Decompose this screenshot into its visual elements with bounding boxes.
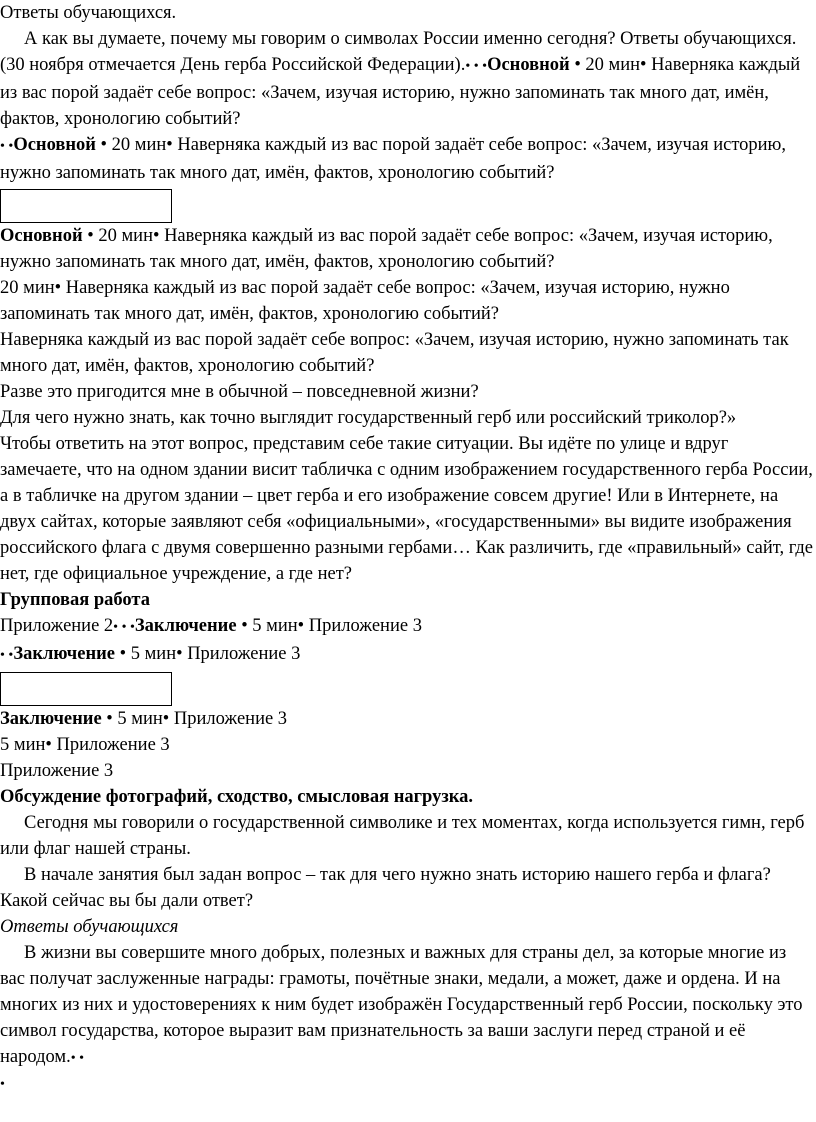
paragraph-12	[0, 641, 814, 669]
heading-conclusion: Заключение	[134, 616, 237, 636]
paragraph-9: Чтобы ответить на этот вопрос, представим себе такие ситуации. Вы идёте по улице и вдруг замечаете, что на одном здании висит табличка с одним изображением государственного герба России, а в табличке на другом здании – цвет герба и его изображение совсем другие! Или в Интернете, на двух сайтах, которые заявляют себя «официальными», «государственными» вы видите изображения российского флага с двумя совершенно разными гербами… Как различить, где «правильный» сайт, где нет, где официальное учреждение, а где нет?	[0, 434, 813, 584]
paragraph-20: Ответы обучающихся	[0, 917, 179, 937]
paragraph-18: В начале занятия был задан вопрос – так для чего нужно знать историю нашего герба и флага?	[24, 865, 771, 885]
paragraph-4	[0, 223, 814, 275]
heading-conclusion: Заключение	[0, 709, 102, 729]
bullet-marks: • •	[70, 1051, 85, 1066]
heading-osnovnoy: Основной	[487, 55, 570, 75]
bullet-marks: • •	[0, 648, 14, 663]
paragraph-13-rest: • 5 мин• Приложение 3	[101, 709, 288, 729]
heading-osnovnoy: Основной	[0, 226, 83, 246]
empty-box	[0, 672, 172, 706]
paragraph-14: 5 мин• Приложение 3	[0, 735, 170, 755]
heading-group-work: Групповая работа	[0, 590, 150, 610]
paragraph-2	[0, 26, 814, 132]
paragraph-4-rest: • 20 мин• Наверняка каждый из вас порой задаёт себе вопрос: «Зачем, изучая историю, нужно запоминать так много дат, имён, фактов, хронологию событий?	[0, 226, 773, 272]
paragraph-12-rest: • 5 мин• Приложение 3	[114, 644, 301, 664]
bullet-marks: • • •	[113, 620, 135, 635]
paragraph-3	[0, 132, 814, 186]
trailing-bullet: •	[0, 1077, 5, 1092]
paragraph-17: Сегодня мы говорили о государственной символике и тех моментах, когда используется гимн, герб или флаг нашей страны.	[0, 813, 805, 859]
paragraph-7: Разве это пригодится мне в обычной – повседневной жизни?	[0, 382, 479, 402]
heading-conclusion: Заключение	[13, 644, 115, 664]
paragraph-1: Ответы обучающихся.	[0, 3, 177, 23]
heading-photo-discussion: Обсуждение фотографий, сходство, смысловая нагрузка.	[0, 787, 474, 807]
paragraph-11-text: Приложение 2	[0, 616, 114, 636]
paragraph-21	[0, 940, 814, 1072]
heading-osnovnoy: Основной	[13, 135, 96, 155]
bullet-marks: • • •	[465, 59, 488, 74]
paragraph-15: Приложение 3	[0, 761, 114, 781]
paragraph-8: Для чего нужно знать, как точно выглядит государственный герб или российский триколор?»	[0, 408, 737, 428]
paragraph-2-text: А как вы думаете, почему мы говорим о символах России именно сегодня? Ответы обучающихся. (30 ноября отмечается День герба Российской Федерации).	[0, 29, 797, 75]
paragraph-21-text: В жизни вы совершите много добрых, полезных и важных для страны дел, за которые многие из вас получат заслуженные награды: грамоты, почётные знаки, медали, а может, даже и ордена. И на многих из них и удостоверениях к ним будет изображён Государственный герб России, поскольку это символ государства, которое выразит вам признательность за ваши заслуги перед страной и её народом.	[0, 943, 803, 1067]
paragraph-11	[0, 613, 814, 641]
paragraph-6: Наверняка каждый из вас порой задаёт себе вопрос: «Зачем, изучая историю, нужно запоминать так много дат, имён, фактов, хронологию событий?	[0, 330, 789, 376]
paragraph-11-rest: • 5 мин• Приложение 3	[236, 616, 422, 636]
bullet-marks: • •	[0, 139, 14, 154]
paragraph-13	[0, 706, 814, 732]
paragraph-2-rest: • 20 мин• Наверняка каждый из вас порой задаёт себе вопрос: «Зачем, изучая историю, нужно запоминать так много дат, имён, фактов, хронологию событий?	[0, 55, 801, 129]
paragraph-3-rest: • 20 мин• Наверняка каждый из вас порой задаёт себе вопрос: «Зачем, изучая историю, нужно запоминать так много дат, имён, фактов, хронологию событий?	[0, 135, 787, 183]
paragraph-19: Какой сейчас вы бы дали ответ?	[0, 891, 254, 911]
paragraph-5: 20 мин• Наверняка каждый из вас порой задаёт себе вопрос: «Зачем, изучая историю, нужно запоминать так много дат, имён, фактов, хронологию событий?	[0, 278, 730, 324]
empty-box	[0, 189, 172, 223]
